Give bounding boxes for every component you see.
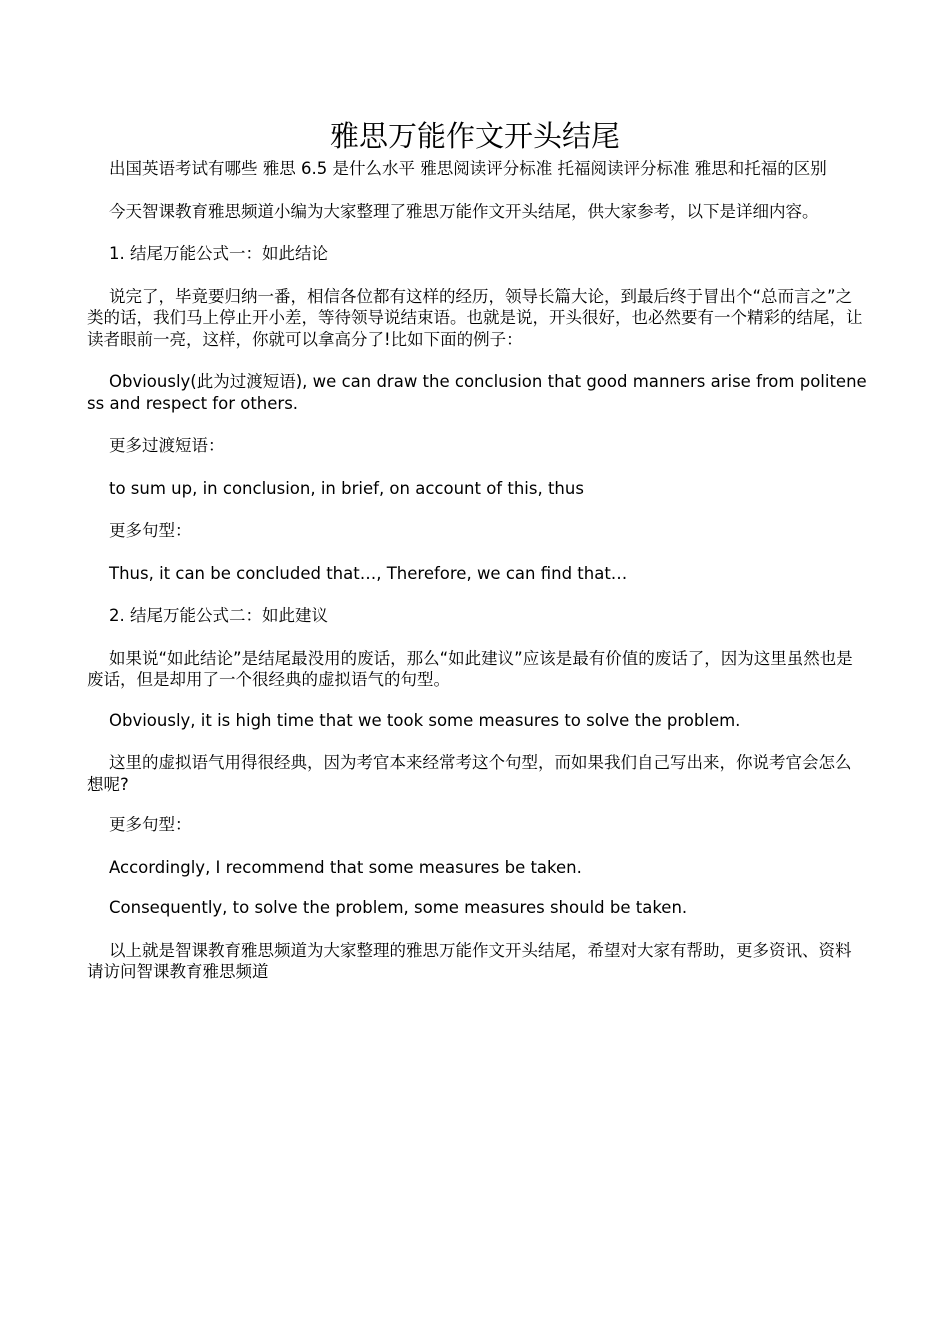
paragraph-formula-one-explanation: 说完了，毕竟要归纳一番，相信各位都有这样的经历，领导长篇大论，到最后终于冒出个“总而言之”之类的话，我们马上停止开小差，等待领导说结束语。也就是说，开头很好，也必然要有一个精彩的结尾，让读者眼前一亮，这样，你就可以拿高分了!比如下面的例子： xyxy=(87,286,863,349)
document-body xyxy=(87,158,867,1004)
sentence-pattern-accordingly: Accordingly, I recommend that some measures be taken. xyxy=(109,857,582,877)
example-sentence-two: Obviously, it is high time that we took some measures to solve the problem. xyxy=(109,710,741,730)
paragraph-formula-two-explanation: 如果说“如此结论”是结尾最没用的废话，那么“如此建议”应该是最有价值的废话了，因为这里虽然也是废话，但是却用了一个很经典的虚拟语气的句型。 xyxy=(87,648,853,689)
label-more-transition-phrases: 更多过渡短语： xyxy=(109,436,225,455)
document-title: 雅思万能作文开头结尾 xyxy=(329,119,620,153)
label-more-sentence-patterns-two: 更多句型： xyxy=(109,815,192,834)
paragraph-intro: 今天智课教育雅思频道小编为大家整理了雅思万能作文开头结尾，供大家参考，以下是详细内容。 xyxy=(109,201,819,221)
transition-phrases-list: to sum up, in conclusion, in brief, on account of this, thus xyxy=(109,478,584,498)
heading-formula-two: 2. 结尾万能公式二：如此建议 xyxy=(109,606,328,625)
sentence-patterns-one: Thus, it can be concluded that…, Therefore, we can find that… xyxy=(109,563,628,583)
paragraph-closing: 以上就是智课教育雅思频道为大家整理的雅思万能作文开头结尾，希望对大家有帮助，更多资讯、资料请访问智课教育雅思频道 xyxy=(87,940,852,981)
paragraph-subjunctive-note: 这里的虚拟语气用得很经典，因为考官本来经常考这个句型，而如果我们自己写出来，你说考官会怎么想呢? xyxy=(87,753,852,794)
heading-formula-one: 1. 结尾万能公式一：如此结论 xyxy=(109,244,328,263)
label-more-sentence-patterns-one: 更多句型： xyxy=(109,521,192,540)
paragraph-related-links: 出国英语考试有哪些 雅思 6.5 是什么水平 雅思阅读评分标准 托福阅读评分标准 雅思和托福的区别 xyxy=(109,159,827,178)
example-sentence-one: Obviously(此为过渡短语), we can draw the conclusion that good manners arise from politeness and respect for others. xyxy=(87,372,867,413)
sentence-pattern-consequently: Consequently, to solve the problem, some measures should be taken. xyxy=(109,898,688,917)
